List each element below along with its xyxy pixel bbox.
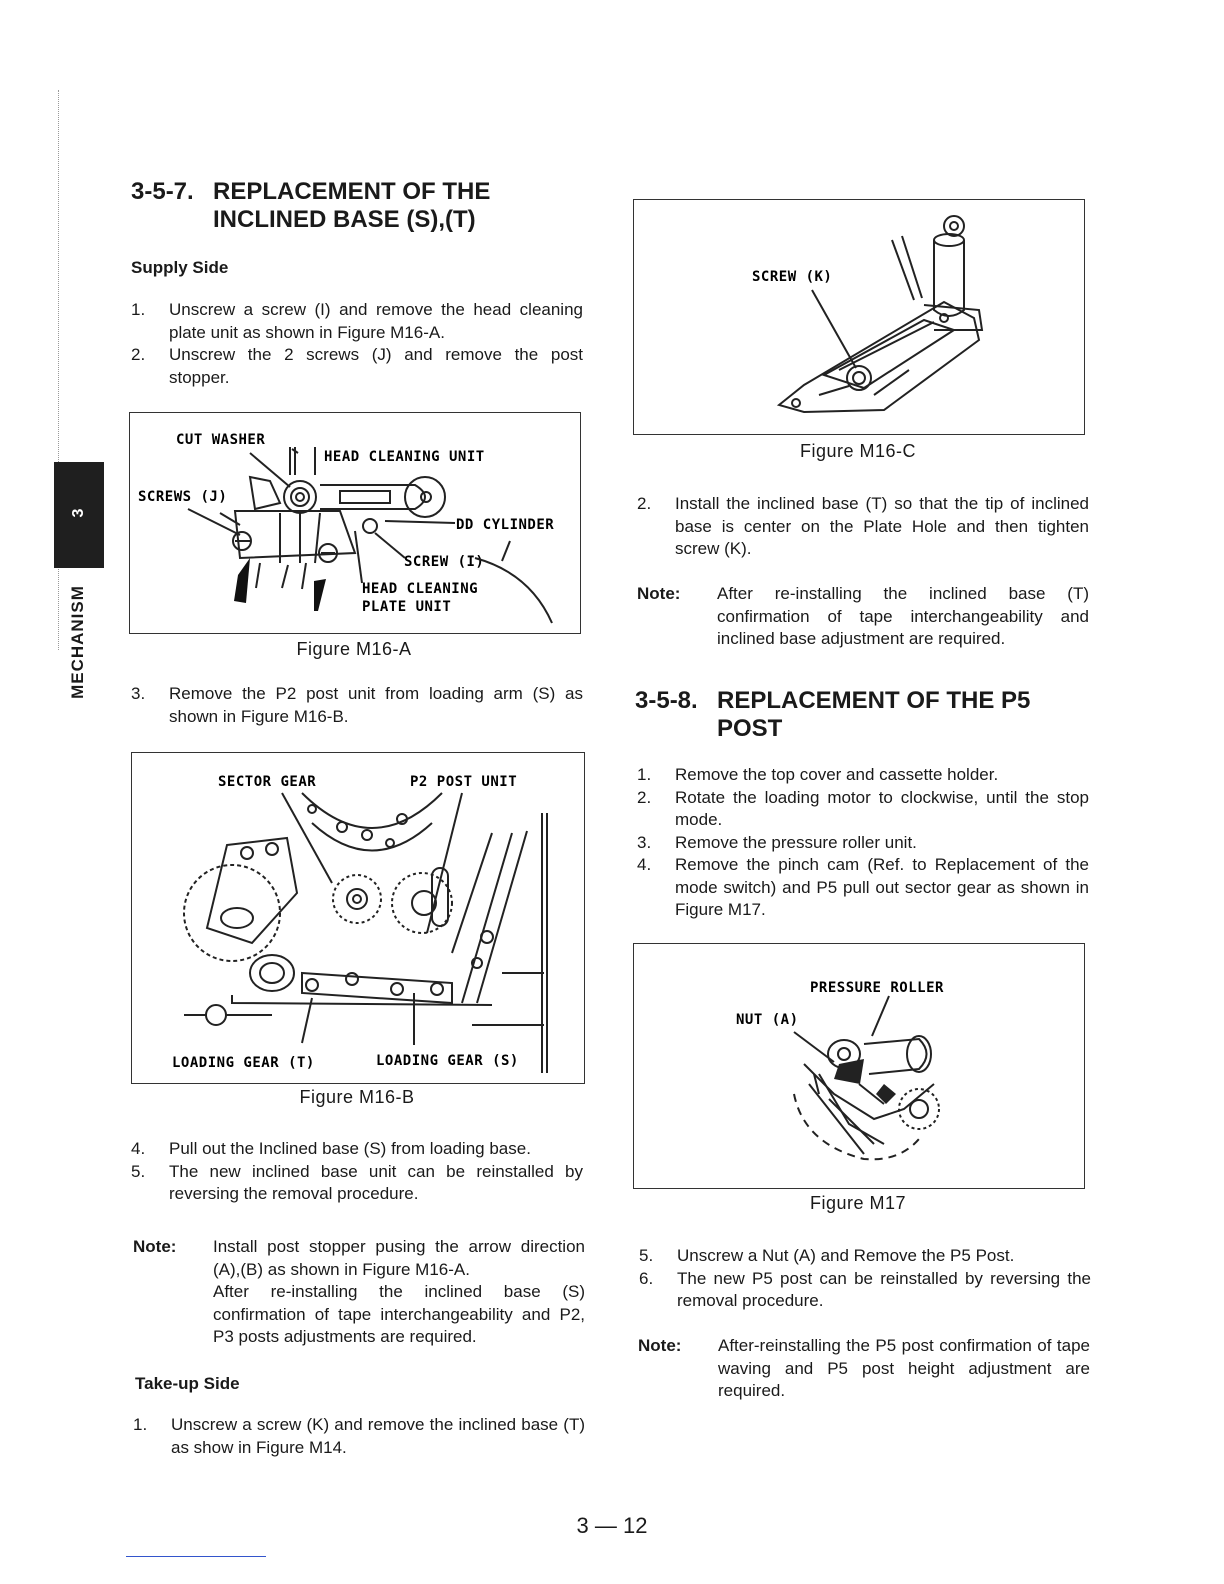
- list-item: 5. The new inclined base unit can be reinstalled by reversing the removal procedure.: [131, 1161, 583, 1203]
- steps-4-5: [131, 1138, 583, 1206]
- caption-m16-a: Figure M16-A: [296, 639, 412, 659]
- label-screw-i: SCREW (I): [404, 554, 485, 570]
- label-sector-gear: SECTOR GEAR: [218, 774, 317, 790]
- steps-5-6-right: [639, 1245, 1091, 1313]
- list-item: 4. Remove the pinch cam (Ref. to Replacement of the mode switch) and P5 pull out sector gear as shown in Figure M17.: [637, 855, 1089, 919]
- label-loading-gear-s: LOADING GEAR (S): [376, 1053, 519, 1069]
- p5-steps: [637, 764, 1089, 922]
- note-label: Note:: [638, 1336, 682, 1355]
- chapter-label: [38, 580, 118, 700]
- note-text: After re-installing the inclined base (T) confirmation of tape interchangeability and inclined base adjustment are required.: [717, 584, 1089, 648]
- list-item: 3. Remove the pressure roller unit.: [637, 832, 917, 852]
- label-nut-a: NUT (A): [736, 1012, 799, 1028]
- list-item: 2. Install the inclined base (T) so that the tip of inclined base is center on the Plate Hole and then tighten screw (K).: [637, 494, 1089, 558]
- caption-m17: Figure M17: [809, 1193, 907, 1213]
- note-left: [133, 1236, 585, 1349]
- list-item: 2. Unscrew the 2 screws (J) and remove the post stopper.: [131, 345, 583, 387]
- takeup-steps: [133, 1414, 585, 1459]
- section-title-3-5-8: 3-5-8. REPLACEMENT OF THE P5 POST: [635, 687, 1031, 742]
- chapter-tab: [54, 462, 104, 568]
- figure-m16-b: [131, 752, 585, 1084]
- label-pressure-roller: PRESSURE ROLLER: [810, 980, 944, 996]
- label-p2-post-unit: P2 POST UNIT: [410, 774, 518, 790]
- supply-side-heading: Supply Side: [131, 258, 229, 277]
- step-3: [131, 683, 583, 728]
- list-item: 4. Pull out the Inclined base (S) from loading base.: [131, 1139, 531, 1158]
- caption-m16-b: Figure M16-B: [299, 1087, 415, 1107]
- left-section-heading: [131, 178, 591, 234]
- label-screws-j: SCREWS (J): [138, 489, 228, 505]
- figure-m16-c: [633, 199, 1085, 435]
- take-up-side-heading: Take-up Side: [135, 1374, 240, 1393]
- label-dd-cylinder: DD CYLINDER: [456, 517, 555, 533]
- label-head-cleaning-unit: HEAD CLEANING UNIT: [324, 449, 485, 465]
- note-text: After-reinstalling the P5 post confirmation of tape waving and P5 post height adjustment are required.: [718, 1336, 1090, 1400]
- caption-m16-c: Figure M16-C: [799, 441, 917, 461]
- label-cut-washer: CUT WASHER: [176, 432, 266, 448]
- footer-rule: [126, 1556, 266, 1557]
- figure-m16-a-drawing: [130, 413, 580, 633]
- chapter-number: 3: [70, 508, 87, 518]
- note-label: Note:: [133, 1237, 177, 1256]
- figure-m16-b-drawing: [132, 753, 584, 1083]
- list-item: 5. Unscrew a Nut (A) and Remove the P5 Post.: [639, 1246, 1015, 1265]
- label-loading-gear-t: LOADING GEAR (T): [172, 1055, 315, 1071]
- note-right-1: [637, 583, 1089, 651]
- note-right-2: [638, 1335, 1090, 1403]
- note-line-1: Install post stopper pusing the arrow direction (A),(B) as shown in Figure M16-A.: [213, 1237, 585, 1279]
- chapter-label-text: MECHANISM: [68, 585, 87, 699]
- list-item: 3. Remove the P2 post unit from loading arm (S) as shown in Figure M16-B.: [131, 684, 583, 726]
- section-title-3-5-7: 3-5-7. REPLACEMENT OF THE INCLINED BASE (S),(T): [131, 178, 491, 233]
- list-item: 1. Remove the top cover and cassette holder.: [637, 765, 999, 784]
- label-plate-unit: PLATE UNIT: [362, 599, 452, 615]
- step-2-right: [637, 493, 1089, 561]
- label-head-cleaning: HEAD CLEANING: [362, 581, 479, 597]
- figure-m17: [633, 943, 1085, 1189]
- list-item: 2. Rotate the loading motor to clockwise, until the stop mode.: [637, 787, 1089, 829]
- note-label: Note:: [637, 584, 681, 603]
- right-section-heading: [635, 687, 1095, 743]
- note-line-2: After re-installing the inclined base (S) confirmation of tape interchangeability and P2, P3 posts adjustments are required.: [213, 1282, 585, 1346]
- figure-m16-a: [129, 412, 581, 634]
- page-number: 3 — 12: [576, 1513, 648, 1538]
- list-item: 1. Unscrew a screw (I) and remove the head cleaning plate unit as shown in Figure M16-A.: [131, 300, 583, 342]
- list-item: 1. Unscrew a screw (K) and remove the inclined base (T) as show in Figure M14.: [133, 1415, 585, 1457]
- figure-m16-c-drawing: [634, 200, 1084, 434]
- list-item: 6. The new P5 post can be reinstalled by reversing the removal procedure.: [639, 1268, 1091, 1310]
- supply-steps: [131, 299, 583, 389]
- figure-m17-drawing: [634, 944, 1084, 1188]
- label-screw-k: SCREW (K): [752, 269, 833, 285]
